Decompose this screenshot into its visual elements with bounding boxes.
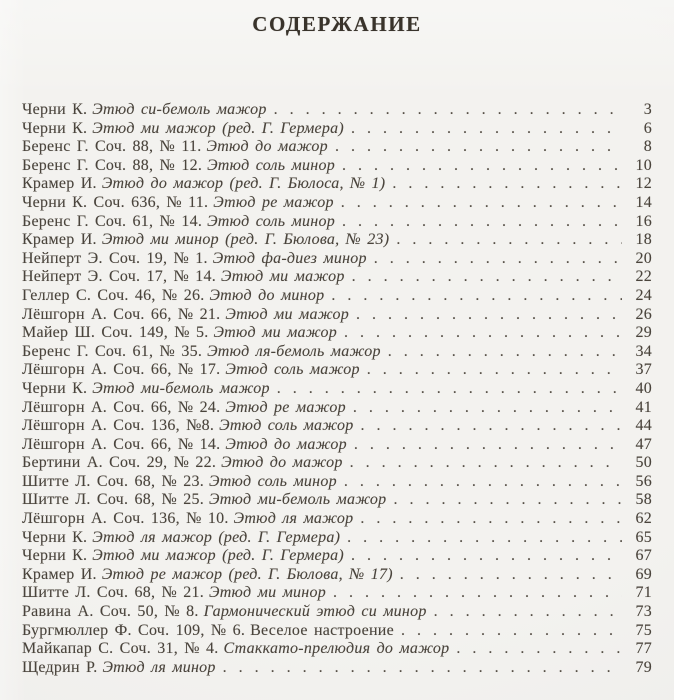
entry-page-number: 8 <box>643 138 652 156</box>
entry-page-number: 75 <box>635 621 652 639</box>
toc-entry <box>22 399 652 418</box>
entry-author: Черни К. <box>22 379 88 397</box>
entry-title: Этюд соль минор <box>207 156 335 174</box>
toc-entry <box>22 120 652 139</box>
toc-entry <box>22 529 652 548</box>
dot-leader <box>350 454 622 473</box>
entry-author: Крамер И. <box>22 565 97 583</box>
entry-page-number: 20 <box>635 249 652 267</box>
entry-page-number: 67 <box>635 547 652 565</box>
dot-leader <box>274 101 622 120</box>
entry-title: Стаккато-прелюдия до мажор <box>223 640 450 658</box>
entry-page-number: 6 <box>643 119 652 137</box>
entry-author: Геллер С. Соч. 46, № 26. <box>22 286 205 304</box>
dot-leader <box>347 529 622 548</box>
entry-title: Этюд ля мажор <box>233 510 354 528</box>
toc-entry <box>22 306 652 325</box>
dot-leader <box>367 361 622 380</box>
entry-author: Лёшгорн А. Соч. 66, № 14. <box>22 435 221 453</box>
toc-entry <box>22 175 652 194</box>
entry-author: Бертини А. Соч. 29, № 22. <box>22 454 217 472</box>
dot-leader <box>400 566 622 585</box>
dot-leader <box>388 343 622 362</box>
dot-leader <box>341 194 622 213</box>
toc-entry <box>22 287 652 306</box>
entry-title: Этюд си-бемоль мажор <box>92 101 267 118</box>
dot-leader <box>353 399 622 418</box>
entry-page-number: 12 <box>635 175 652 193</box>
toc-entry <box>22 454 652 473</box>
entry-title: Этюд соль мажор <box>225 361 360 379</box>
entry-author: Беренс Г. Соч. 88, № 12. <box>22 156 203 174</box>
entry-author: Равина А. Соч. 50, № 8. <box>22 603 199 621</box>
entry-page-number: 26 <box>635 305 652 323</box>
entry-title: Этюд ре мажор <box>225 398 346 416</box>
entry-page-number: 62 <box>635 510 652 528</box>
dot-leader <box>351 120 622 139</box>
toc-entry <box>22 250 652 269</box>
dot-leader <box>392 175 622 194</box>
entry-title: Этюд ля минор <box>102 658 216 676</box>
dot-leader <box>277 380 622 399</box>
entry-author: Шитте Л. Соч. 68, № 25. <box>22 491 204 509</box>
entry-page-number: 47 <box>635 435 652 453</box>
toc-entry <box>22 659 652 678</box>
entry-title: Этюд ми мажор (ред. Г. Гермера) <box>92 547 344 565</box>
entry-page-number: 18 <box>635 231 652 249</box>
toc-entry <box>22 343 652 362</box>
entry-title: Этюд до мажор <box>221 454 343 472</box>
entry-title: Этюд ми минор (ред. Г. Бюлова, № 23) <box>101 231 390 249</box>
entry-author: Нейперт Э. Соч. 19, № 1. <box>22 249 208 267</box>
entry-page-number: 77 <box>635 640 652 658</box>
toc-entry <box>22 566 652 585</box>
entry-author: Лёшгорн А. Соч. 136, №8. <box>22 417 215 435</box>
toc-entry <box>22 361 652 380</box>
page-title: СОДЕРЖАНИЕ <box>252 12 422 36</box>
entry-author: Беренс Г. Соч. 61, № 35. <box>22 342 203 360</box>
toc-entry <box>22 622 652 641</box>
entry-title: Этюд ля-бемоль мажор <box>207 342 381 360</box>
toc-entry <box>22 213 652 232</box>
toc-entry <box>22 268 652 287</box>
entry-title: Этюд ре мажор <box>213 193 334 211</box>
entry-author: Шитте Л. Соч. 68, № 23. <box>22 472 204 490</box>
toc-entry <box>22 436 652 455</box>
entry-author: Черни К. <box>22 547 88 565</box>
entry-author: Майкапар С. Соч. 31, № 4. <box>22 640 219 658</box>
entry-author: Беренс Г. Соч. 88, № 11. <box>22 138 202 156</box>
entry-title: Этюд ми мажор <box>221 268 345 286</box>
entry-page-number: 79 <box>635 658 652 676</box>
toc-entry <box>22 510 652 529</box>
entry-author: Лёшгорн А. Соч. 136, № 10. <box>22 510 229 528</box>
toc-entry <box>22 417 652 436</box>
toc-entry <box>22 473 652 492</box>
toc-entry <box>22 547 652 566</box>
entry-author: Черни К. <box>22 528 88 546</box>
dot-leader <box>356 306 622 325</box>
entry-title: Этюд ми мажор <box>225 305 349 323</box>
toc-entry <box>22 640 652 659</box>
entry-page-number: 22 <box>635 268 652 286</box>
entry-page-number: 65 <box>635 528 652 546</box>
entry-author: Беренс Г. Соч. 61, № 14. <box>22 212 203 230</box>
entry-page-number: 69 <box>635 565 652 583</box>
entry-author: Шитте Л. Соч. 68, № 21. <box>22 584 204 602</box>
entry-page-number: 16 <box>635 212 652 230</box>
entry-title: Этюд до мажор (ред. Г. Бюлоса, № 1) <box>101 175 386 193</box>
toc-entry <box>22 231 652 250</box>
dot-leader <box>434 603 622 622</box>
dot-leader <box>342 213 622 232</box>
entry-page-number: 10 <box>635 156 652 174</box>
dot-leader <box>456 640 622 659</box>
entry-title: Этюд соль минор <box>208 472 337 490</box>
entry-page-number: 29 <box>635 324 652 342</box>
entry-page-number: 44 <box>635 417 652 435</box>
entry-page-number: 40 <box>635 379 652 397</box>
entry-title: Этюд соль минор <box>207 212 335 230</box>
dot-leader <box>351 547 622 566</box>
entry-title: Веселое настроение <box>250 621 394 639</box>
toc-entry <box>22 491 652 510</box>
entry-author: Лёшгорн А. Соч. 66, № 17. <box>22 361 221 379</box>
entry-title: Этюд ми мажор <box>213 324 338 342</box>
dot-leader <box>374 250 622 269</box>
entry-title: Этюд ля мажор (ред. Г. Гермера) <box>92 528 341 546</box>
entry-author: Крамер И. <box>22 175 97 193</box>
toc-entry <box>22 324 652 343</box>
dot-leader <box>393 491 622 510</box>
entry-title: Этюд ми-бемоль мажор <box>208 491 387 509</box>
entry-page-number: 56 <box>635 472 652 490</box>
entry-page-number: 73 <box>635 603 652 621</box>
entry-title: Этюд соль мажор <box>219 417 354 435</box>
entry-page-number: 50 <box>635 454 652 472</box>
entry-author: Бургмюллер Ф. Соч. 109, № 6. <box>22 621 246 639</box>
toc-entry <box>22 584 652 603</box>
dot-leader <box>333 584 622 603</box>
toc-entry <box>22 157 652 176</box>
entry-author: Лёшгорн А. Соч. 66, № 21. <box>22 305 221 323</box>
entry-author: Майер Ш. Соч. 149, № 5. <box>22 324 209 342</box>
dot-leader <box>354 436 622 455</box>
dot-leader <box>361 417 622 436</box>
entry-title: Этюд до мажор <box>206 138 328 156</box>
dot-leader <box>401 622 622 641</box>
dot-leader <box>223 659 622 678</box>
entry-page-number: 34 <box>635 342 652 360</box>
dot-leader <box>344 324 622 343</box>
toc-list <box>22 101 652 677</box>
toc-entry <box>22 101 652 120</box>
entry-page-number: 37 <box>635 361 652 379</box>
entry-page-number: 24 <box>635 286 652 304</box>
toc-entry <box>22 603 652 622</box>
toc-entry <box>22 380 652 399</box>
entry-title: Этюд ре мажор (ред. Г. Бюлова, № 17) <box>101 565 393 583</box>
entry-author: Нейперт Э. Соч. 17, № 14. <box>22 268 217 286</box>
entry-title: Этюд ми-бемоль мажор <box>92 379 270 397</box>
entry-author: Щедрин Р. <box>22 658 98 676</box>
entry-author: Лёшгорн А. Соч. 66, № 24. <box>22 398 221 416</box>
dot-leader <box>352 268 622 287</box>
entry-page-number: 71 <box>635 584 652 602</box>
entry-author: Черни К. Соч. 636, № 11. <box>22 193 209 211</box>
entry-title: Этюд ми мажор (ред. Г. Гермера) <box>92 119 344 137</box>
entry-page-number: 3 <box>643 101 652 118</box>
entry-title: Этюд фа-диез минор <box>212 249 367 267</box>
toc-entry <box>22 138 652 157</box>
entry-title: Этюд ми минор <box>208 584 326 602</box>
entry-page-number: 41 <box>635 398 652 416</box>
entry-page-number: 58 <box>635 491 652 509</box>
entry-title: Гармонический этюд си минор <box>203 603 427 621</box>
dot-leader <box>344 473 622 492</box>
dot-leader <box>331 287 622 306</box>
toc-entry <box>22 194 652 213</box>
entry-title: Этюд до мажор <box>225 435 347 453</box>
dot-leader <box>396 231 622 250</box>
entry-author: Крамер И. <box>22 231 97 249</box>
dot-leader <box>342 157 622 176</box>
dot-leader <box>360 510 622 529</box>
entry-author: Черни К. <box>22 101 88 118</box>
dot-leader <box>335 138 622 157</box>
entry-page-number: 14 <box>635 193 652 211</box>
entry-title: Этюд до минор <box>209 286 325 304</box>
entry-author: Черни К. <box>22 119 88 137</box>
